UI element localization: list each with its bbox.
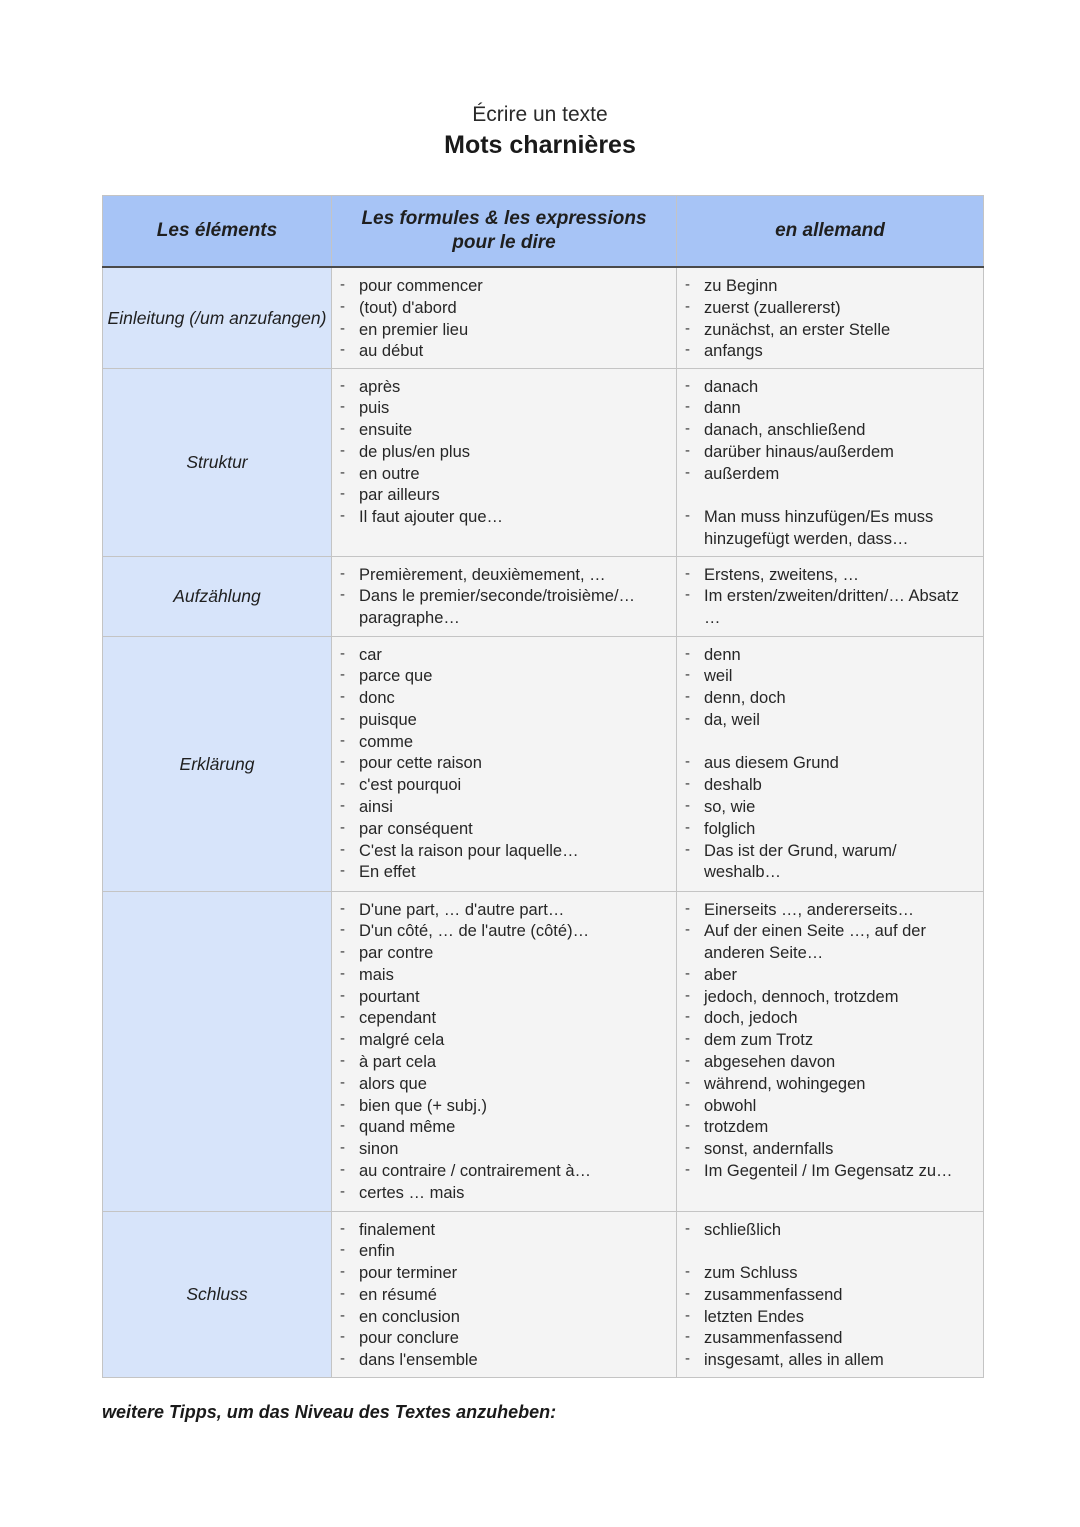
table-body xyxy=(103,267,984,1377)
list-item: - en premier lieu xyxy=(332,320,670,342)
list-item: - zusammenfassend xyxy=(677,1285,977,1307)
german-expressions-list xyxy=(677,268,983,367)
title-block xyxy=(0,100,1080,160)
list-item: - Il faut ajouter que… xyxy=(332,507,670,529)
row-label: Aufzählung xyxy=(103,556,332,636)
list-item: - danach, anschließend xyxy=(677,420,977,442)
table-row-einleitung xyxy=(103,267,984,368)
french-expressions-list xyxy=(332,369,676,534)
list-item: - doch, jedoch xyxy=(677,1008,977,1030)
list-item: - Man muss hinzufügen/Es muss hinzugefügt werden, dass… xyxy=(677,507,977,551)
list-item: - sinon xyxy=(332,1139,670,1161)
list-item: - finalement xyxy=(332,1220,670,1242)
list-item: - pour terminer xyxy=(332,1263,670,1285)
french-expressions-cell xyxy=(332,891,677,1211)
french-expressions-cell xyxy=(332,368,677,556)
list-item: - zu Beginn xyxy=(677,276,977,298)
list-item: - außerdem xyxy=(677,464,977,486)
list-item: - de plus/en plus xyxy=(332,442,670,464)
list-item: - en conclusion xyxy=(332,1307,670,1329)
french-expressions-list xyxy=(332,1212,676,1377)
row-label: Schluss xyxy=(103,1211,332,1377)
french-expressions-cell xyxy=(332,267,677,368)
list-item: - après xyxy=(332,377,670,399)
list-item: - pour commencer xyxy=(332,276,670,298)
list-item: - Das ist der Grund, warum/ weshalb… xyxy=(677,841,977,885)
list-item: - à part cela xyxy=(332,1052,670,1074)
list-item: - denn xyxy=(677,645,977,667)
german-expressions-cell xyxy=(677,368,984,556)
list-item: - D'un côté, … de l'autre (côté)… xyxy=(332,921,670,943)
list-item: - c'est pourquoi xyxy=(332,775,670,797)
german-expressions-cell xyxy=(677,556,984,636)
french-expressions-list xyxy=(332,892,676,1209)
list-item: - dans l'ensemble xyxy=(332,1350,670,1372)
list-item: - C'est la raison pour laquelle… xyxy=(332,841,670,863)
list-item: - zunächst, an erster Stelle xyxy=(677,320,977,342)
french-expressions-list xyxy=(332,268,676,367)
french-expressions-cell xyxy=(332,556,677,636)
french-expressions-list xyxy=(332,557,676,634)
list-item: - puisque xyxy=(332,710,670,732)
list-item: - weil xyxy=(677,666,977,688)
list-item: - anfangs xyxy=(677,341,977,363)
table-row-schluss xyxy=(103,1211,984,1377)
document-subtitle: Écrire un texte xyxy=(472,103,608,126)
list-item: - so, wie xyxy=(677,797,977,819)
list-item: - sonst, andernfalls xyxy=(677,1139,977,1161)
list-item: - Im ersten/zweiten/dritten/… Absatz … xyxy=(677,586,977,630)
list-item: - alors que xyxy=(332,1074,670,1096)
german-expressions-cell xyxy=(677,1211,984,1377)
list-item: - pour conclure xyxy=(332,1328,670,1350)
footer-note: weitere Tipps, um das Niveau des Textes anzuheben: xyxy=(102,1402,557,1422)
row-label: Struktur xyxy=(103,368,332,556)
list-item: - par contre xyxy=(332,943,670,965)
list-item: - Erstens, zweitens, … xyxy=(677,565,977,587)
german-expressions-list xyxy=(677,557,983,634)
list-item: - Einerseits …, andererseits… xyxy=(677,900,977,922)
column-header-french: Les formules & les expressions pour le dire xyxy=(332,196,677,268)
list-item: - pourtant xyxy=(332,987,670,1009)
list-item: - da, weil xyxy=(677,710,977,732)
table-row-erklaerung xyxy=(103,636,984,891)
list-item: - danach xyxy=(677,377,977,399)
list-item: - folglich xyxy=(677,819,977,841)
list-item: - en résumé xyxy=(332,1285,670,1307)
list-item: - quand même xyxy=(332,1117,670,1139)
list-item: - au contraire / contrairement à… xyxy=(332,1161,670,1183)
french-expressions-list xyxy=(332,637,676,889)
row-label: Erklärung xyxy=(103,636,332,891)
list-spacer xyxy=(677,485,977,507)
german-expressions-list xyxy=(677,892,983,1187)
list-item: - car xyxy=(332,645,670,667)
list-item: - Dans le premier/seconde/troisième/… paragraphe… xyxy=(332,586,670,630)
list-item: - parce que xyxy=(332,666,670,688)
list-item: - Premièrement, deuxièmement, … xyxy=(332,565,670,587)
row-label xyxy=(103,891,332,1211)
list-item: - D'une part, … d'autre part… xyxy=(332,900,670,922)
list-item: - enfin xyxy=(332,1241,670,1263)
list-item: - darüber hinaus/außerdem xyxy=(677,442,977,464)
german-expressions-list xyxy=(677,637,983,889)
row-label: Einleitung (/um anzufangen) xyxy=(103,267,332,368)
list-item: - ensuite xyxy=(332,420,670,442)
list-item: - abgesehen davon xyxy=(677,1052,977,1074)
list-item: - par ailleurs xyxy=(332,485,670,507)
list-item: - puis xyxy=(332,398,670,420)
list-item: - donc xyxy=(332,688,670,710)
german-expressions-cell xyxy=(677,636,984,891)
list-item: - dann xyxy=(677,398,977,420)
list-spacer xyxy=(677,1241,977,1263)
document-title: Mots charnières xyxy=(444,131,636,159)
list-item: - denn, doch xyxy=(677,688,977,710)
german-expressions-cell xyxy=(677,267,984,368)
list-item: - certes … mais xyxy=(332,1183,670,1205)
list-item: - comme xyxy=(332,732,670,754)
list-item: - zusammenfassend xyxy=(677,1328,977,1350)
list-item: - par conséquent xyxy=(332,819,670,841)
list-item: - zum Schluss xyxy=(677,1263,977,1285)
list-item: - pour cette raison xyxy=(332,753,670,775)
list-item: - bien que (+ subj.) xyxy=(332,1096,670,1118)
german-expressions-cell xyxy=(677,891,984,1211)
german-expressions-list xyxy=(677,369,983,555)
list-item: - zuerst (zuallererst) xyxy=(677,298,977,320)
list-item: - insgesamt, alles in allem xyxy=(677,1350,977,1372)
list-item: - letzten Endes xyxy=(677,1307,977,1329)
table-header-row xyxy=(103,196,984,268)
list-item: - Im Gegenteil / Im Gegensatz zu… xyxy=(677,1161,977,1183)
column-header-elements: Les éléments xyxy=(103,196,332,268)
list-item: - mais xyxy=(332,965,670,987)
list-item: - deshalb xyxy=(677,775,977,797)
german-expressions-list xyxy=(677,1212,983,1377)
list-item: - ainsi xyxy=(332,797,670,819)
list-item: - aber xyxy=(677,965,977,987)
french-expressions-cell xyxy=(332,1211,677,1377)
list-item: - malgré cela xyxy=(332,1030,670,1052)
list-item: - au début xyxy=(332,341,670,363)
list-item: - En effet xyxy=(332,862,670,884)
list-item: - (tout) d'abord xyxy=(332,298,670,320)
list-item: - schließlich xyxy=(677,1220,977,1242)
list-item: - en outre xyxy=(332,464,670,486)
french-expressions-cell xyxy=(332,636,677,891)
list-item: - jedoch, dennoch, trotzdem xyxy=(677,987,977,1009)
list-item: - dem zum Trotz xyxy=(677,1030,977,1052)
table-row-aufzaehlung xyxy=(103,556,984,636)
table-row-struktur xyxy=(103,368,984,556)
list-item: - während, wohingegen xyxy=(677,1074,977,1096)
column-header-german: en allemand xyxy=(677,196,984,268)
list-item: - trotzdem xyxy=(677,1117,977,1139)
list-item: - aus diesem Grund xyxy=(677,753,977,775)
connectors-table xyxy=(102,195,984,1378)
table-row-gegensatz xyxy=(103,891,984,1211)
list-item: - cependant xyxy=(332,1008,670,1030)
list-spacer xyxy=(677,732,977,754)
list-item: - Auf der einen Seite …, auf der anderen Seite… xyxy=(677,921,977,965)
list-item: - obwohl xyxy=(677,1096,977,1118)
